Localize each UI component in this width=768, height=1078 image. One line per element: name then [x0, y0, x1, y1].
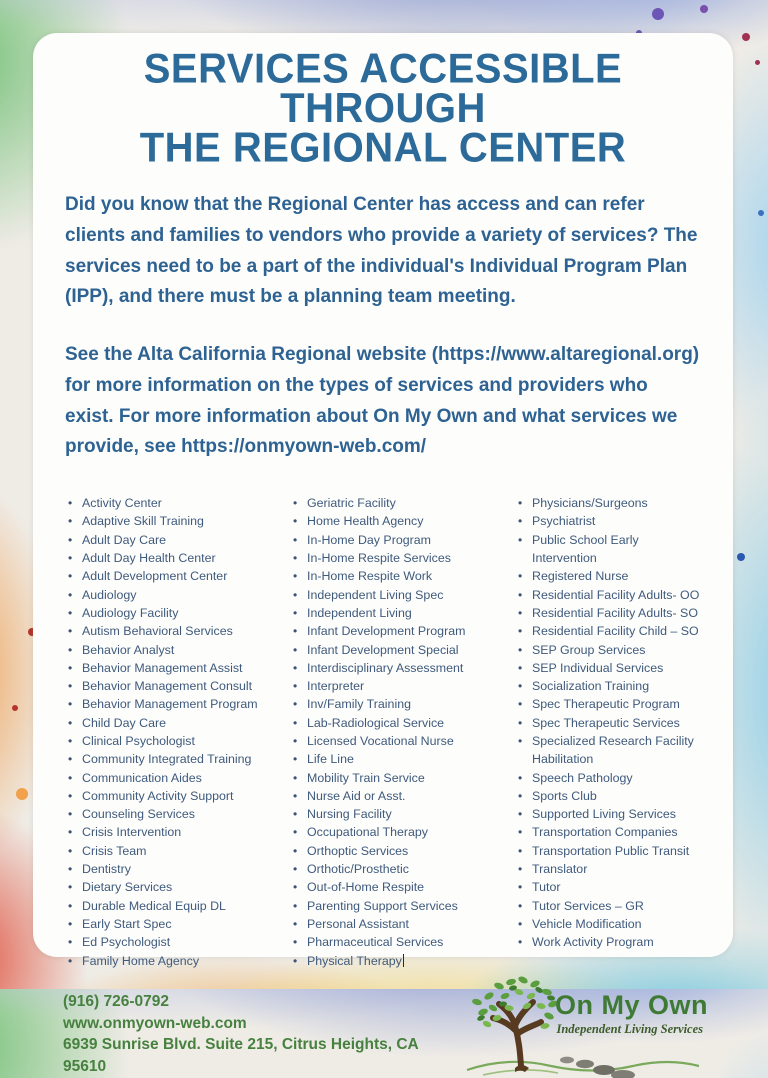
service-item: • Community Activity Support [63, 787, 288, 805]
service-item: • Residential Facility Adults- SO [513, 604, 703, 622]
service-item: • Infant Development Special [288, 641, 513, 659]
contact-address: 6939 Sunrise Blvd. Suite 215, Citrus Heights, CA 95610 [63, 1036, 419, 1076]
service-item: • Interpreter [288, 677, 513, 695]
service-item: • Independent Living Spec [288, 586, 513, 604]
service-item: • Geriatric Facility [288, 494, 513, 512]
logo-name: On My Own [555, 989, 708, 1020]
service-item: • Interdisciplinary Assessment [288, 659, 513, 677]
service-item: • Clinical Psychologist [63, 732, 288, 750]
service-item: • Orthoptic Services [288, 842, 513, 860]
service-item: • In-Home Respite Work [288, 567, 513, 585]
contact-phone: (916) 726-0792 [63, 993, 169, 1011]
service-item: • Adult Development Center [63, 567, 288, 585]
page-title [63, 45, 703, 171]
service-item: • Occupational Therapy [288, 823, 513, 841]
service-item: • Early Start Spec [63, 915, 288, 933]
footer [63, 974, 708, 1078]
service-item: • Audiology Facility [63, 604, 288, 622]
service-item: • Dentistry [63, 860, 288, 878]
services-column-2 [288, 494, 513, 970]
service-item: • Out-of-Home Respite [288, 878, 513, 896]
service-item: • Adaptive Skill Training [63, 512, 288, 530]
service-item: • Home Health Agency [288, 512, 513, 530]
service-item: • Psychiatrist [513, 512, 703, 530]
service-item: • Orthotic/Prosthetic [288, 860, 513, 878]
service-item: • Spec Therapeutic Services [513, 714, 703, 732]
service-item: • Durable Medical Equip DL [63, 897, 288, 915]
service-item: • Physicians/Surgeons [513, 494, 703, 512]
service-item: • Life Line [288, 750, 513, 768]
service-item: • Adult Day Care [63, 531, 288, 549]
service-item: • Community Integrated Training [63, 750, 288, 768]
service-item: • SEP Individual Services [513, 659, 703, 677]
service-item: • In-Home Day Program [288, 531, 513, 549]
service-item: • Supported Living Services [513, 805, 703, 823]
text-caret [403, 954, 405, 967]
service-item: • Infant Development Program [288, 622, 513, 640]
service-item: • Vehicle Modification [513, 915, 703, 933]
flyer-card [33, 33, 733, 1076]
service-item: • Inv/Family Training [288, 695, 513, 713]
logo-tagline: Independent Living Services [556, 1021, 703, 1036]
service-item: • In-Home Respite Services [288, 549, 513, 567]
service-item: • Nurse Aid or Asst. [288, 787, 513, 805]
service-item: • Personal Assistant [288, 915, 513, 933]
service-item: • SEP Group Services [513, 641, 703, 659]
service-item: • Behavior Management Program [63, 695, 288, 713]
service-item: • Speech Pathology [513, 769, 703, 787]
service-item: • Physical Therapy [288, 952, 513, 970]
service-item: • Autism Behavioral Services [63, 622, 288, 640]
service-item: • Family Home Agency [63, 952, 288, 970]
service-item: • Public School Early Intervention [513, 531, 703, 568]
service-item: • Transportation Companies [513, 823, 703, 841]
services-column-3 [513, 494, 703, 970]
service-item: • Licensed Vocational Nurse [288, 732, 513, 750]
service-item: • Tutor [513, 878, 703, 896]
service-item: • Residential Facility Child – SO [513, 622, 703, 640]
service-item: • Mobility Train Service [288, 769, 513, 787]
service-item: • Counseling Services [63, 805, 288, 823]
service-item: • Crisis Intervention [63, 823, 288, 841]
intro-paragraph-2: See the Alta California Regional website (https://www.altaregional.org) for more information on the types of services and providers who exist. For more information about On My Own and what services we provide, see https://onmyown-web.com/ [65, 344, 700, 458]
service-item: • Work Activity Program [513, 933, 703, 951]
service-item: • Dietary Services [63, 878, 288, 896]
page-title-line2: THE REGIONAL CENTER [139, 124, 627, 171]
service-item: • Registered Nurse [513, 567, 703, 585]
service-item: • Parenting Support Services [288, 897, 513, 915]
services-column-1 [63, 494, 288, 970]
service-item: • Behavior Management Assist [63, 659, 288, 677]
service-item: • Adult Day Health Center [63, 549, 288, 567]
service-item: • Audiology [63, 586, 288, 604]
intro-paragraph-1: Did you know that the Regional Center has access and can refer clients and families to vendors who provide a variety of services? The services need to be a part of the individual's Individual Program Plan (IPP), and there must be a planning team meeting. [65, 194, 698, 308]
service-item: • Socialization Training [513, 677, 703, 695]
service-item: • Translator [513, 860, 703, 878]
page-title-line1: SERVICES ACCESSIBLE THROUGH [143, 45, 623, 132]
contact-website[interactable]: www.onmyown-web.com [63, 1014, 247, 1032]
service-item: • Sports Club [513, 787, 703, 805]
service-item: • Specialized Research Facility Habilitation [513, 732, 703, 769]
service-item: • Crisis Team [63, 842, 288, 860]
service-item: • Behavior Analyst [63, 641, 288, 659]
service-item: • Behavior Management Consult [63, 677, 288, 695]
service-item: • Tutor Services – GR [513, 897, 703, 915]
service-item: • Nursing Facility [288, 805, 513, 823]
service-item: • Residential Facility Adults- OO [513, 586, 703, 604]
service-item: • Transportation Public Transit [513, 842, 703, 860]
services-lists [63, 494, 703, 970]
service-item: • Independent Living [288, 604, 513, 622]
service-item: • Ed Psychologist [63, 933, 288, 951]
service-item: • Pharmaceutical Services [288, 933, 513, 951]
contact-block [63, 991, 463, 1078]
service-item: • Child Day Care [63, 714, 288, 732]
company-logo [463, 974, 708, 1078]
service-item: • Lab-Radiological Service [288, 714, 513, 732]
service-item: • Communication Aides [63, 769, 288, 787]
service-item: • Spec Therapeutic Program [513, 695, 703, 713]
service-item: • Activity Center [63, 494, 288, 512]
